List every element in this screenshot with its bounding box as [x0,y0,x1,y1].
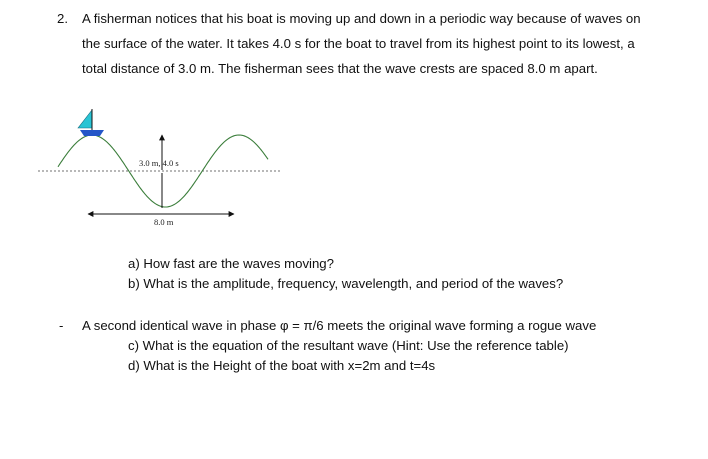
question-b: b) What is the amplitude, frequency, wavelength, and period of the waves? [128,276,564,291]
problem-number: 2. [57,11,68,26]
problem-line-3: total distance of 3.0 m. The fisherman sees that the wave crests are spaced 8.0 m apart. [82,61,598,76]
wave-diagram [28,108,288,233]
question-d: d) What is the Height of the boat with x=2m and t=4s [128,358,436,373]
question-c: c) What is the equation of the resultant wave (Hint: Use the reference table) [128,338,569,353]
problem-line-2: the surface of the water. It takes 4.0 s for the boat to travel from its highest point to its lowest, a [82,36,635,51]
part2-bullet: - [59,318,64,333]
part2-intro: A second identical wave in phase φ = π/6 meets the original wave forming a rogue wave [82,318,597,333]
question-a: a) How fast are the waves moving? [128,256,334,271]
boat-icon [78,109,104,136]
horizontal-label: 8.0 m [154,217,174,227]
vertical-label: 3.0 m, 4.0 s [139,158,179,168]
problem-line-1: A fisherman notices that his boat is moving up and down in a periodic way because of waves on [82,11,641,26]
